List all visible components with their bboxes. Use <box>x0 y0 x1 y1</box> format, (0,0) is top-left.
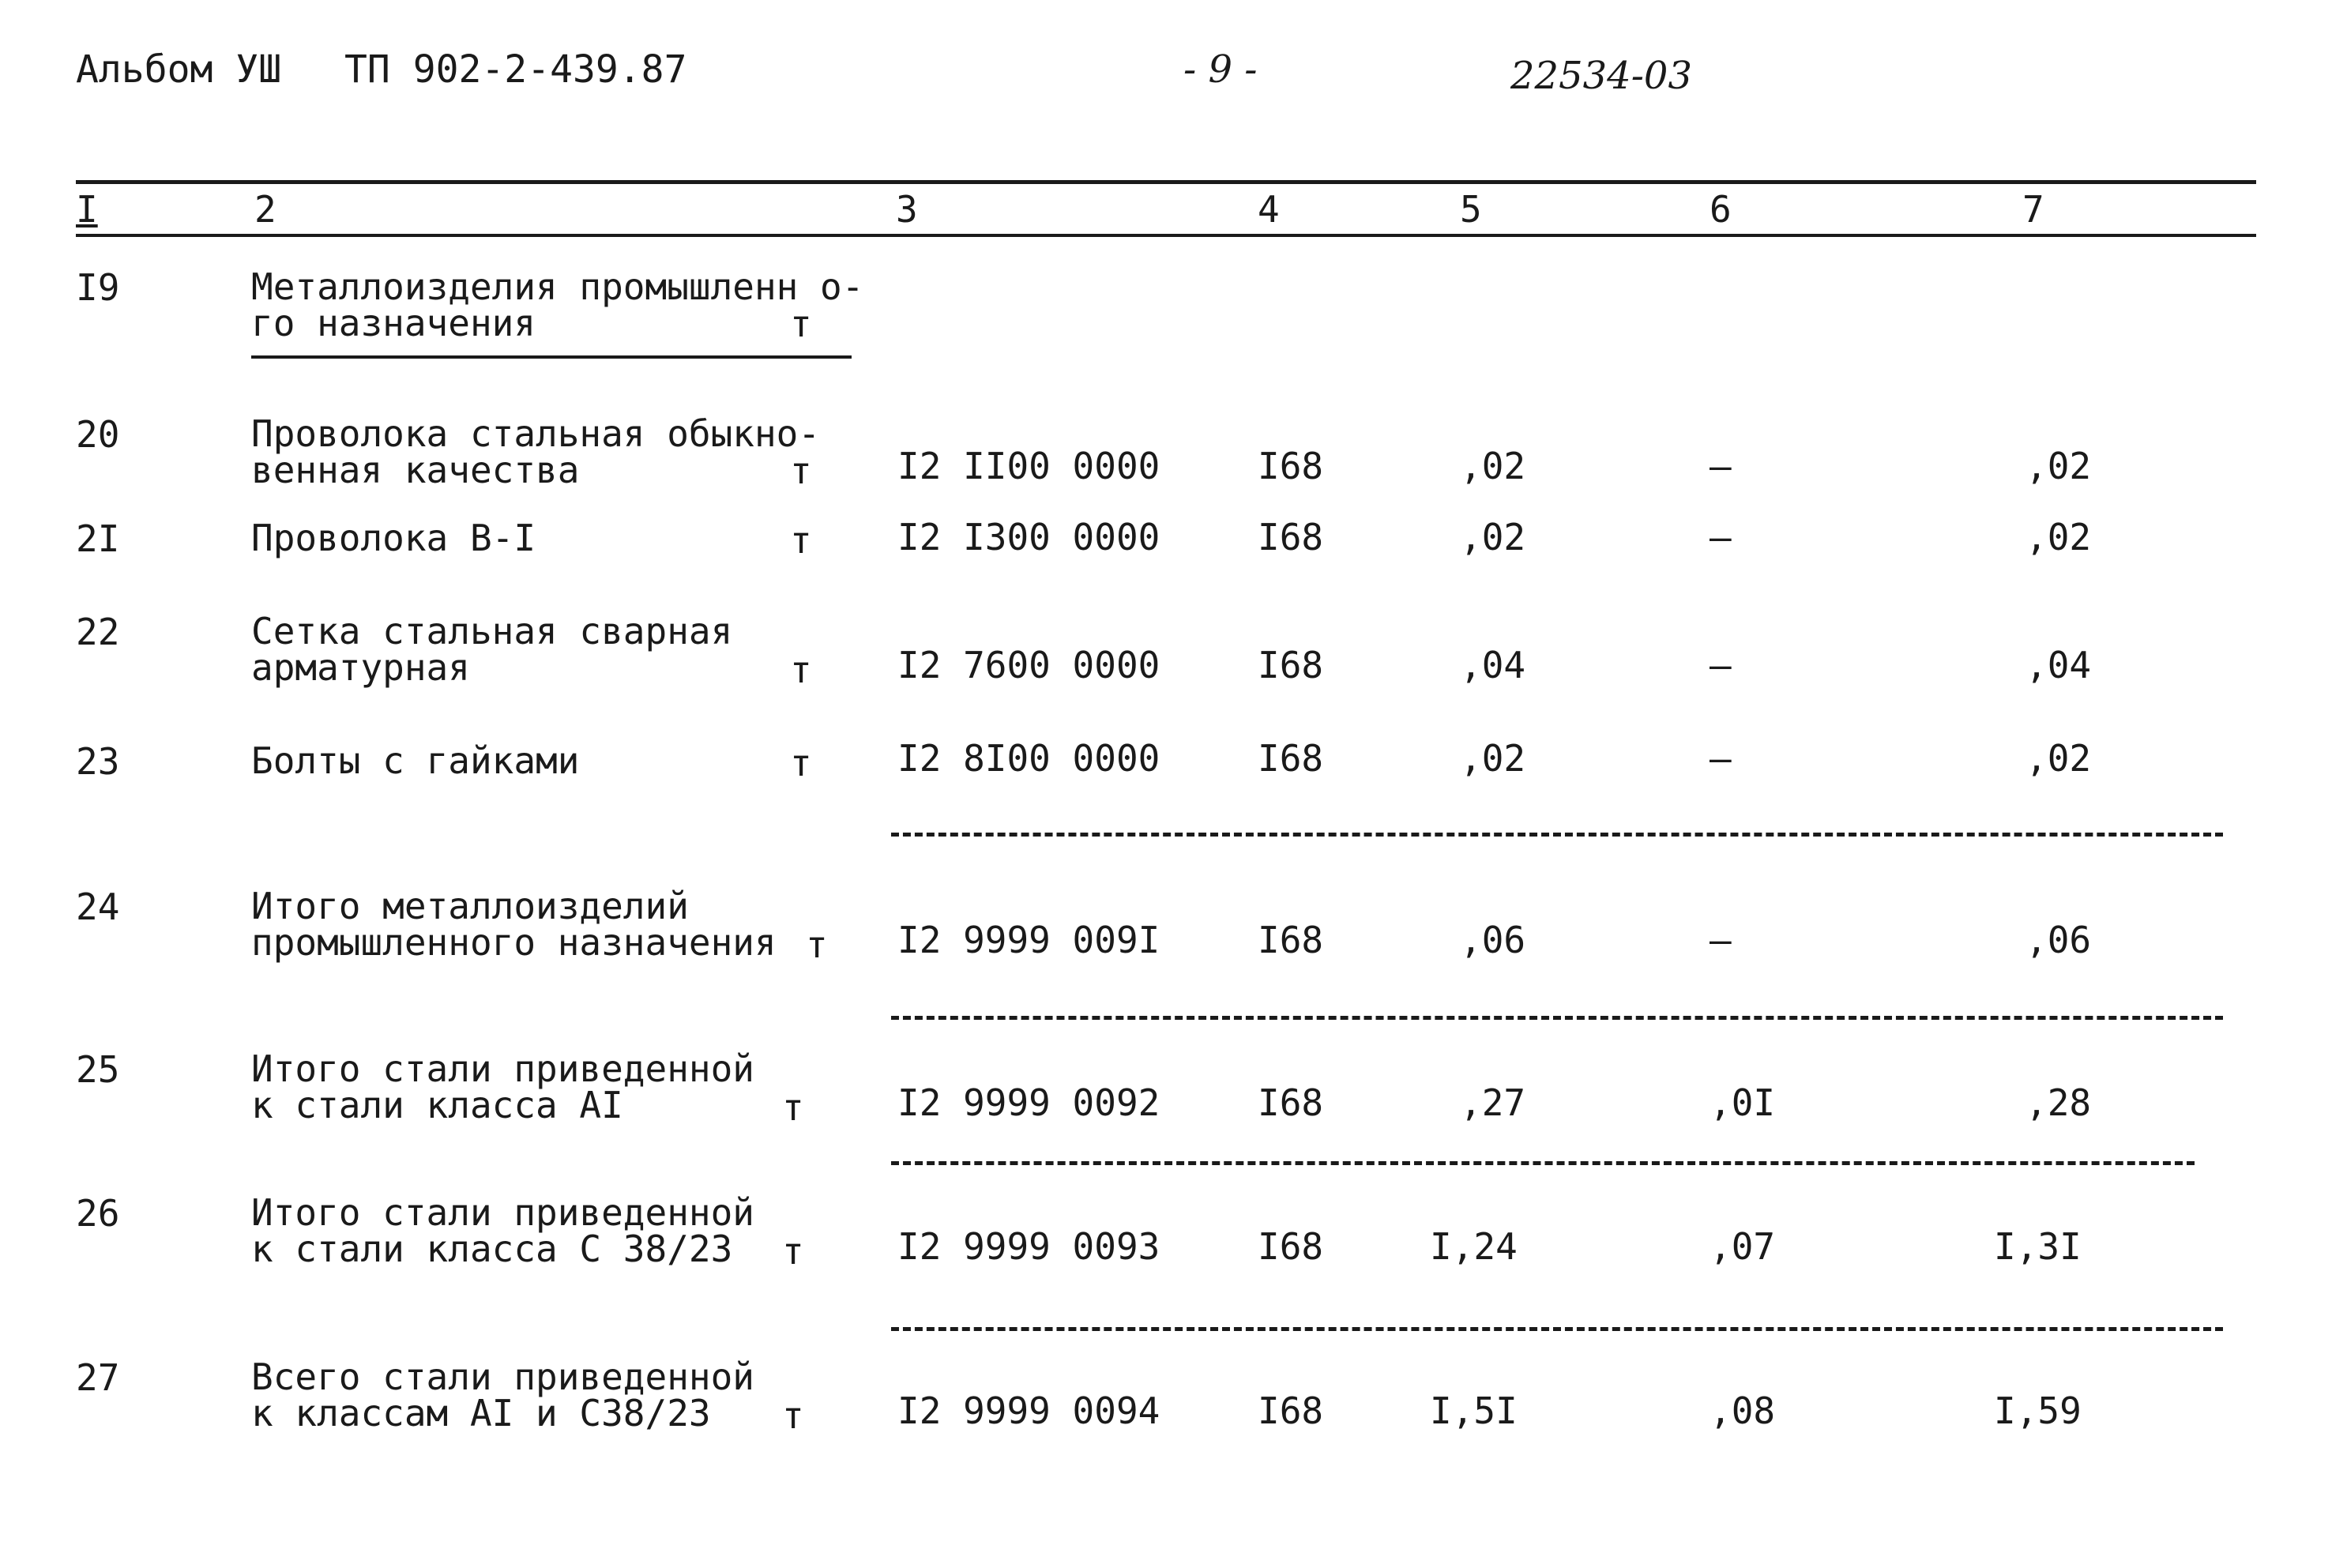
row-description-line2: к классам АI и С38/23 <box>251 1392 711 1435</box>
row-number: 20 <box>76 413 120 456</box>
row-code: I2 9999 009I <box>897 919 1160 961</box>
row-col5: ,02 <box>1460 737 1526 780</box>
row-col6: – <box>1710 919 1732 961</box>
row-description-line2: промышленного назначения <box>251 921 777 964</box>
row-description-line1: Проволока В-I <box>251 517 536 559</box>
row-code: I2 7600 0000 <box>897 644 1160 686</box>
row-code: I2 8I00 0000 <box>897 737 1160 780</box>
row-col7: ,06 <box>2025 919 2092 961</box>
row-description-line2: к стали класса АI <box>251 1084 623 1126</box>
row-col5: ,04 <box>1460 644 1526 686</box>
row-unit: т <box>790 519 812 562</box>
row-col7: ,04 <box>2025 644 2092 686</box>
row-col7: I,3I <box>1994 1225 2082 1268</box>
row-description-line2: к стали класса С 38/23 <box>251 1228 733 1270</box>
column-header-4: 4 <box>1258 188 1280 231</box>
row-col5: ,06 <box>1460 919 1526 961</box>
row-col7: I,59 <box>1994 1389 2082 1432</box>
row-col4: I68 <box>1258 1081 1324 1124</box>
row-col4: I68 <box>1258 737 1324 780</box>
row-number: 2I <box>76 517 120 560</box>
row-col5: ,02 <box>1460 445 1526 487</box>
column-header-5: 5 <box>1460 188 1482 231</box>
row-col5: ,27 <box>1460 1081 1526 1124</box>
row-description-line2: го назначения <box>251 302 536 344</box>
document-code: ТП 902-2-439.87 <box>344 47 687 92</box>
dashed-separator <box>891 1327 2223 1331</box>
row-col6: – <box>1710 445 1732 487</box>
row-unit: т <box>790 742 812 784</box>
row-col5: I,5I <box>1430 1389 1518 1432</box>
row-description-line1: Металлоизделия промышленн о- <box>251 265 864 308</box>
row-unit: т <box>782 1394 804 1437</box>
row-col7: ,02 <box>2025 516 2092 558</box>
row-col4: I68 <box>1258 644 1324 686</box>
row-unit: т <box>806 923 828 966</box>
row-col4: I68 <box>1258 445 1324 487</box>
row-code: I2 9999 0092 <box>897 1081 1160 1124</box>
row-col4: I68 <box>1258 919 1324 961</box>
row-description-line1: Итого стали приведенной <box>251 1047 754 1090</box>
row-col4: I68 <box>1258 1225 1324 1268</box>
row-col5: I,24 <box>1430 1225 1518 1268</box>
page-number: - 9 - <box>1183 47 1258 92</box>
row-col6: – <box>1710 737 1732 780</box>
row-col7: ,02 <box>2025 737 2092 780</box>
column-header-7: 7 <box>2022 188 2044 231</box>
column-header-3: 3 <box>896 188 918 231</box>
column-header-2: 2 <box>254 188 276 231</box>
row-description-line1: Итого металлоизделий <box>251 885 689 927</box>
column-header-1: I <box>76 188 98 231</box>
row-col6: ,0I <box>1710 1081 1776 1124</box>
row-number: 23 <box>76 740 120 783</box>
row-unit: т <box>790 649 812 691</box>
row-description-line1: Болты с гайками <box>251 739 580 782</box>
row-col5: ,02 <box>1460 516 1526 558</box>
row-number: 25 <box>76 1048 120 1091</box>
row-unit: т <box>790 449 812 492</box>
row-number: 27 <box>76 1356 120 1399</box>
row-description-line1: Итого стали приведенной <box>251 1191 754 1234</box>
row-code: I2 9999 0094 <box>897 1389 1160 1432</box>
row-description-line1: Сетка стальная сварная <box>251 610 733 652</box>
row-col4: I68 <box>1258 1389 1324 1432</box>
group-underline <box>251 355 852 359</box>
row-number: I9 <box>76 266 120 309</box>
row-col7: ,02 <box>2025 445 2092 487</box>
row-code: I2 I300 0000 <box>897 516 1160 558</box>
row-col6: – <box>1710 516 1732 558</box>
table-header-rule <box>76 234 2256 237</box>
row-number: 24 <box>76 886 120 928</box>
album-label: Альбом УШ <box>76 47 282 92</box>
row-code: I2 II00 0000 <box>897 445 1160 487</box>
row-col4: I68 <box>1258 516 1324 558</box>
row-description-line1: Всего стали приведенной <box>251 1356 754 1398</box>
row-number: 22 <box>76 611 120 653</box>
row-unit: т <box>782 1230 804 1273</box>
row-col6: – <box>1710 644 1732 686</box>
archive-number: 22534-03 <box>1510 54 1692 98</box>
row-code: I2 9999 0093 <box>897 1225 1160 1268</box>
row-col6: ,07 <box>1710 1225 1776 1268</box>
dashed-separator <box>891 1016 2223 1020</box>
dashed-separator <box>891 833 2223 837</box>
row-col7: ,28 <box>2025 1081 2092 1124</box>
table-top-rule <box>76 180 2256 184</box>
row-col6: ,08 <box>1710 1389 1776 1432</box>
row-number: 26 <box>76 1192 120 1235</box>
row-description-line2: арматурная <box>251 646 470 689</box>
row-description-line1: Проволока стальная обыкно- <box>251 412 821 455</box>
dashed-separator <box>891 1161 2195 1165</box>
column-header-6: 6 <box>1710 188 1732 231</box>
row-description-line2: венная качества <box>251 449 580 491</box>
row-unit: т <box>790 303 812 345</box>
row-unit: т <box>782 1086 804 1129</box>
